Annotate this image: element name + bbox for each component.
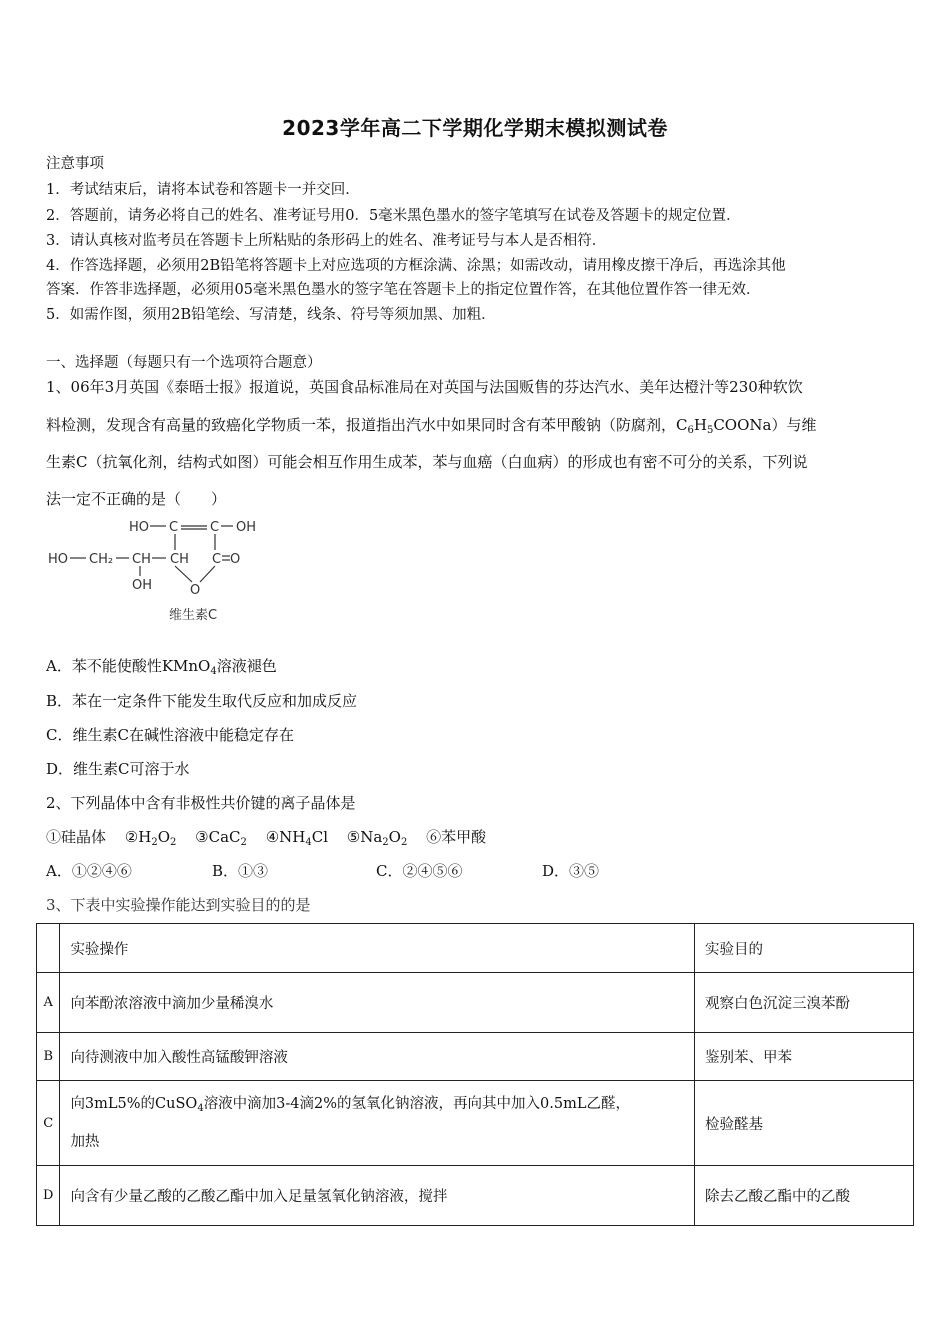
figure-caption: 维生素C [169, 608, 218, 623]
question-1-line: 生素C（抗氧化剂，结构式如图）可能会相互作用生成苯，苯与血癌（白血病）的形成也有密不可分的关系，下列说 [46, 453, 808, 471]
notice-item: 答案．作答非选择题，必须用05毫米黑色墨水的签字笔在答题卡上的指定位置作答，在其他位置作答一律无效． [46, 282, 761, 298]
row-label: A [37, 973, 60, 1033]
row-operation: 向含有少量乙酸的乙酸乙酯中加入足量氢氧化钠溶液，搅拌 [60, 1166, 695, 1226]
notice-heading: 注意事项 [46, 156, 104, 172]
atom-label: CH₂ [89, 552, 114, 567]
section-heading: 一、选择题（每题只有一个选项符合题意） [46, 355, 322, 371]
row-goal: 除去乙酸乙酯中的乙酸 [695, 1166, 914, 1226]
row-operation: 向3mL5%的CuSO$_4$溶液中滴加3-4滴2%的氢氧化钠溶液，再向其中加入0.5mL乙醛， 加热 [60, 1081, 695, 1166]
q2-option-a: A．①②④⑥ [46, 862, 132, 880]
question-2-items [46, 826, 906, 847]
atom-label: HO [129, 520, 150, 535]
option-b: B．苯在一定条件下能发生取代反应和加成反应 [46, 692, 358, 710]
row-operation: 向苯酚浓溶液中滴加少量稀溴水 [60, 973, 695, 1033]
table-header-cell: 实验目的 [695, 924, 914, 973]
row-goal: 观察白色沉淀三溴苯酚 [695, 973, 914, 1033]
q2-item: ①硅晶体 [46, 828, 107, 846]
row-goal: 鉴别苯、甲苯 [695, 1033, 914, 1081]
atom-label: CH [170, 552, 189, 567]
table-header-cell: 实验操作 [60, 924, 695, 973]
atom-label: O [190, 583, 201, 598]
atom-label: HO [48, 552, 69, 567]
question-1-line: 法一定不正确的是（ ） [46, 490, 227, 508]
atom-label: C [212, 552, 222, 567]
row-operation: 向待测液中加入酸性高锰酸钾溶液 [60, 1033, 695, 1081]
row-label: C [37, 1081, 60, 1166]
table-row [37, 1033, 914, 1081]
notice-item: 4．作答选择题，必须用2B铅笔将答题卡上对应选项的方框涂满、涂黑；如需改动，请用橡皮擦干净后，再选涂其他 [46, 258, 786, 274]
table-row [37, 973, 914, 1033]
page-title: 2023学年高二下学期化学期末模拟测试卷 [282, 116, 668, 140]
row-label: D [37, 1166, 60, 1226]
notice-item: 2．答题前，请务必将自己的姓名、准考证号用0．5毫米黑色墨水的签字笔填写在试卷及答题卡的规定位置． [46, 208, 741, 224]
vitamin-c-structure-figure [44, 514, 284, 626]
atom-label: C [169, 520, 179, 535]
q2-option-b: B．①③ [212, 862, 269, 880]
question-3-stem: 3、下表中实验操作能达到实验目的的是 [46, 896, 311, 914]
option-d: D．维生素C可溶于水 [46, 760, 190, 778]
atom-label: O [230, 552, 241, 567]
q2-item: ③CaC2 [195, 828, 247, 848]
notice-item: 3．请认真核对监考员在答题卡上所粘贴的条形码上的姓名、准考证号与本人是否相符． [46, 233, 607, 249]
atom-label: CH [132, 552, 151, 567]
question-1-line: 料检测，发现含有高量的致癌化学物质一苯，报道指出汽水中如果同时含有苯甲酸钠（防腐剂，$C_6H_5COONa$）与维 [46, 416, 817, 436]
option-a: A．苯不能使酸性KMnO$_4$溶液褪色 [46, 657, 277, 677]
experiment-table [36, 923, 914, 1226]
atom-label: OH [236, 520, 257, 535]
table-row [37, 1166, 914, 1226]
option-c: C．维生素C在碱性溶液中能稳定存在 [46, 726, 294, 744]
row-goal: 检验醛基 [695, 1081, 914, 1166]
row-label: B [37, 1033, 60, 1081]
q2-option-d: D．③⑤ [542, 862, 600, 880]
atom-label: OH [132, 578, 153, 593]
q2-item: ②H2O2 [124, 828, 177, 848]
notice-item: 1．考试结束后，请将本试卷和答题卡一并交回． [46, 182, 360, 198]
notice-item: 5．如需作图，须用2B铅笔绘、写清楚，线条、符号等须加黑、加粗． [46, 307, 496, 323]
table-row [37, 1081, 914, 1166]
table-header-cell [37, 924, 60, 973]
q2-item: ⑥苯甲酸 [426, 828, 487, 846]
table-header-row [37, 924, 914, 973]
atom-label: C [210, 520, 220, 535]
q2-item: ④NH4Cl [265, 828, 328, 848]
q2-item: ⑤Na2O2 [346, 828, 408, 848]
question-1-line: 1、06年3月英国《泰晤士报》报道说，英国食品标准局在对英国与法国贩售的芬达汽水、美年达橙汁等230种软饮 [46, 378, 803, 396]
q2-option-c: C．②④⑤⑥ [376, 862, 463, 880]
question-2-stem: 2、下列晶体中含有非极性共价键的离子晶体是 [46, 794, 356, 812]
